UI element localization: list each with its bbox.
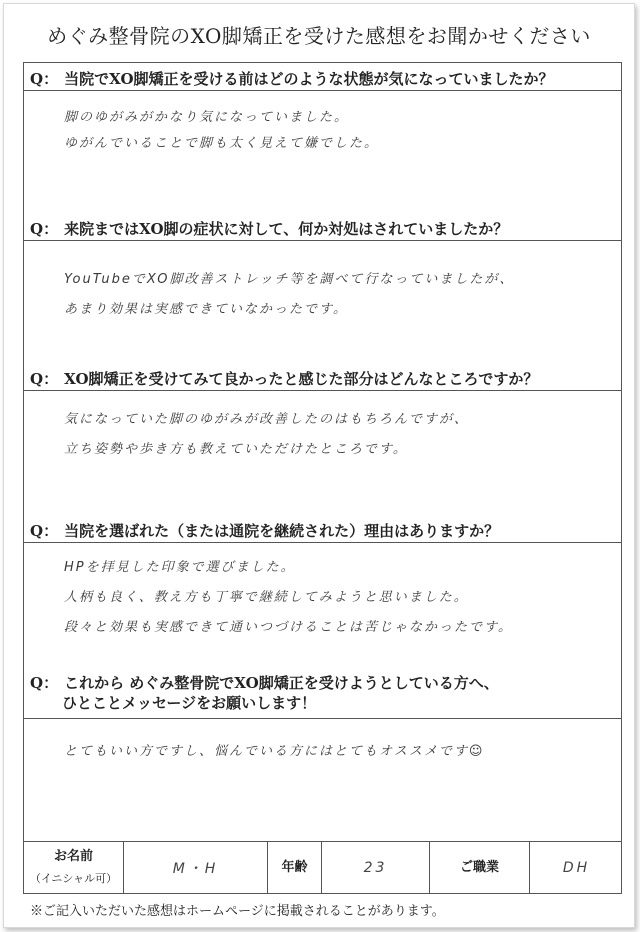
question-header-1 bbox=[24, 63, 621, 91]
question-text: これから めぐみ整骨院でXO脚矯正を受けようとしている方へ、 bbox=[64, 674, 499, 692]
question-text: 来院まではXO脚の症状に対して、何か対処はされていましたか？ bbox=[64, 220, 509, 238]
name-value: M・H bbox=[124, 842, 268, 893]
answer-line: 段々と効果も実感できて通いつづけることは苦じゃなかったです。 bbox=[64, 620, 513, 635]
name-sublabel: （イニシャル可） bbox=[29, 871, 118, 885]
respondent-info-row bbox=[24, 841, 621, 893]
q-label: Q： bbox=[30, 522, 59, 540]
answer-line: ゆがんでいることで脚も太く見えて嫌でした。 bbox=[64, 136, 380, 151]
job-label: ご職業 bbox=[430, 842, 530, 893]
answer-text-2 bbox=[64, 265, 607, 325]
survey-sheet bbox=[3, 3, 635, 928]
question-header-2 bbox=[24, 213, 621, 241]
age-label: 年齢 bbox=[268, 842, 322, 893]
answer-line: とてもいい方ですし、悩んでいる方にはとてもオススメです☺ bbox=[64, 744, 485, 759]
survey-title: めぐみ整骨院のXO脚矯正を受けた感想をお聞かせください bbox=[47, 24, 591, 48]
question-header-3 bbox=[24, 363, 621, 391]
answer-line: YouTubeでXO脚改善ストレッチ等を調べて行なっていましたが、 bbox=[64, 272, 515, 287]
answer-line: 立ち姿勢や歩き方も教えていただけたところです。 bbox=[64, 442, 408, 457]
job-value: DH bbox=[562, 859, 591, 876]
q-label: Q： bbox=[30, 370, 59, 388]
answer-text-4 bbox=[64, 553, 607, 643]
footer-note: ※ご記入いただいた感想はホームページに掲載されることがあります。 bbox=[30, 904, 445, 919]
question-section-3 bbox=[24, 363, 621, 515]
answer-line: 人柄も良く、教え方も丁寧で継続してみようと思いました。 bbox=[64, 590, 469, 605]
question-section-5 bbox=[24, 667, 621, 841]
answer-text-3 bbox=[64, 405, 607, 465]
answer-text-5 bbox=[64, 737, 607, 767]
question-text: 当院でXO脚矯正を受ける前はどのような状態が気になっていましたか？ bbox=[64, 70, 554, 88]
question-text: XO脚矯正を受けてみて良かったと感じた部分はどんなところですか？ bbox=[64, 370, 539, 388]
name-label: お名前 bbox=[53, 848, 93, 864]
q-label: Q： bbox=[30, 220, 59, 238]
question-text: 当院を選ばれた（または通院を継続された）理由はありますか？ bbox=[64, 522, 500, 540]
age-value: 23 bbox=[322, 842, 430, 893]
answer-line: HPを拝見した印象で選びました。 bbox=[64, 560, 296, 575]
question-section-4 bbox=[24, 515, 621, 667]
survey-form bbox=[23, 62, 622, 894]
question-header-4 bbox=[24, 515, 621, 543]
question-section-1 bbox=[24, 63, 621, 213]
answer-line: あまり効果は実感できていなかったです。 bbox=[64, 302, 348, 317]
q-label: Q： bbox=[30, 674, 59, 692]
question-section-2 bbox=[24, 213, 621, 363]
question-header-5 bbox=[24, 667, 621, 719]
answer-text-1 bbox=[64, 105, 607, 157]
answer-line: 脚のゆがみがかなり気になっていました。 bbox=[64, 110, 350, 125]
name-label-cell bbox=[24, 842, 124, 893]
q-label: Q： bbox=[30, 70, 59, 88]
question-text-line2: ひとことメッセージをお願いします！ bbox=[62, 694, 317, 712]
answer-line: 気になっていた脚のゆがみが改善したのはもちろんですが、 bbox=[64, 412, 470, 427]
